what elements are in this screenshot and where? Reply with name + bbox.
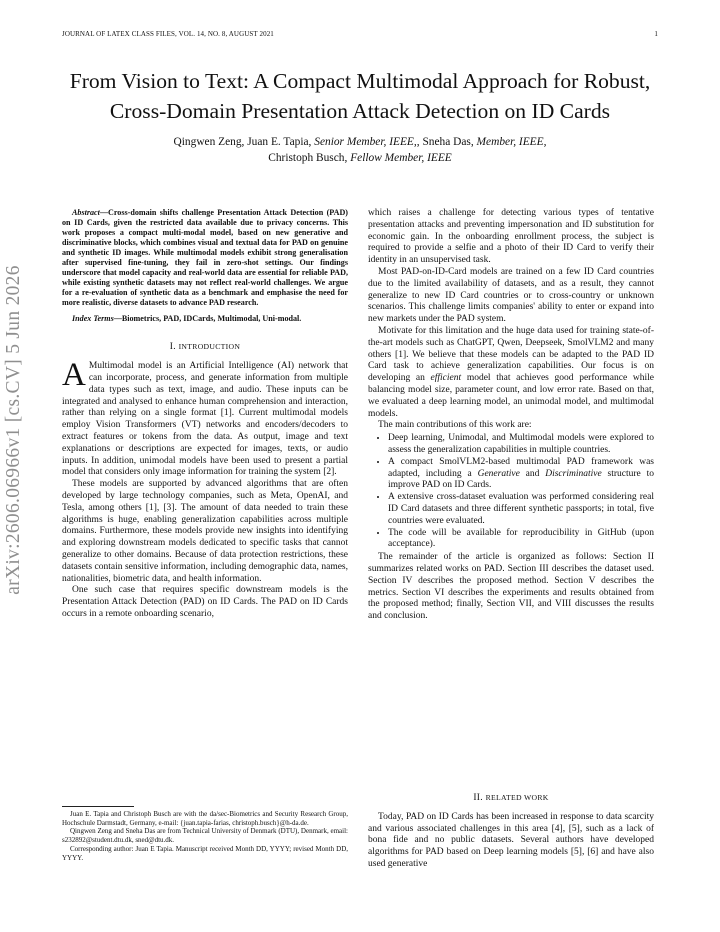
author-role: Fellow Member, IEEE (350, 152, 452, 164)
author-names: , Sneha Das, (416, 136, 477, 148)
emphasis: Generative (477, 468, 520, 479)
paragraph-text: Multimodal model is an Artificial Intelligence (AI) network that can incorporate, process, and generate information from multiple data types such as text, image, and audio. These inputs can be integrated and analysed to enhance human comprehension and interaction, rather than relying on a single format [1]. Current multimodal models employ Vision Transformers (VT) networks and encoders/decoders to extract features or tokens from the data. As output, image and text explanations or descriptions are expected for images, texts, or audio inputs. In addition, unimodal models have been used to present a partial model that considers only image information for training the system [2]. (62, 361, 348, 478)
contributions-intro: The main contributions of this work are: (378, 420, 532, 431)
index-terms (62, 314, 348, 324)
section-heading-introduction (62, 341, 348, 354)
footnotes (62, 806, 348, 862)
footnote-corresponding: Corresponding author: Juan E Tapia. Manuscript received Month DD, YYYY; revised Month DD, YYYY. (62, 844, 348, 862)
running-header (62, 30, 658, 38)
emphasis: efficient (430, 373, 462, 384)
section-name: RELATED WORK (485, 793, 549, 802)
paragraph-text: structure to improve PAD on ID Cards. (388, 468, 654, 491)
related-work-section (368, 792, 654, 871)
contribution-item: • A extensive cross-dataset evaluation was performed considering real ID Card datasets and three different synthetic passports; in total, five countries were evaluated. (388, 492, 654, 527)
index-terms-label: Index Terms (72, 313, 114, 323)
body-paragraph: which raises a challenge for detecting various types of tentative presentation attacks and preventing impersonation and ID substitution for economic gain. In the onboarding enrollment process, the subject is required to provide a selfie and a photo of their ID Card to verify their identity in an unsupervised task. (368, 208, 654, 266)
paragraph-text: Motivate for this limitation and the huge data used for training state-of-the-art models such as ChatGPT, Qwen, Deepseek, SmolVLM2 and many others [1]. We believe that these models can be adapted to the PAD ID Card task to achieve generalization capabilities. Our focus is on developing an (368, 325, 654, 384)
arxiv-identifier[interactable]: arXiv:2606.06966v1 [cs.CV] 5 Jun 2026 (3, 265, 24, 595)
author-block (60, 134, 660, 166)
page-number: 1 (654, 30, 658, 38)
body-paragraph: Most PAD-on-ID-Card models are trained on a few ID Card countries due to the limited availability of datasets, and as a result, they cannot generalize to new ID Card countries or to cross-country or unknown scenarios. This challenge limits companies' ability to enter or expand into new markets under the PAD system. (368, 266, 654, 325)
footnote-affiliation-2: Qingwen Zeng and Sneha Das are from Technical University of Denmark (DTU), Denmark, email: s232892@student.dtu.dk, sned@dtu.dk. (62, 827, 348, 845)
body-paragraph: The remainder of the article is organized as follows: Section II summarizes related works on PAD. Section III describes the dataset used. Section IV describes the proposed method. Section V describes the metrics. Section VI describes the experiments and results obtained from the proposed method; finally, Section VII, and VIII discusses the results and conclusion. (368, 552, 654, 622)
abstract-text: —Cross-domain shifts challenge Presentation Attack Detection (PAD) on ID Cards, given the restricted data available due to privacy concerns. This work proposes a compact multi-modal model, based on new generative and discriminative blocks, which combines visual and textual data for PAD on genuine and synthetic ID images. While multimodal models exhibit strong generalisation after supervised fine-tuning, they fail in zero-shot settings. Our findings underscore that model capacity and real-world data are essential for reliable PAD, while existing synthetic datasets may not reflect real-world challenges. We argue for a re-evaluation of synthetic data as a benchmark and emphasise the need for more realistic, diverse datasets to advance PAD research. (62, 208, 348, 307)
author-names: Qingwen Zeng, Juan E. Tapia, (173, 136, 315, 148)
contribution-item: • Deep learning, Unimodal, and Multimodal models were explored to assess the generalization capabilities in multiple countries. (388, 433, 654, 457)
paragraph-text: A compact SmolVLM2-based multimodal PAD framework was adapted, including a (388, 456, 654, 479)
paragraph-text: and (519, 468, 546, 479)
author-names: Christoph Busch, (268, 152, 351, 164)
index-terms-text: —Biometrics, PAD, IDCards, Multimodal, Uni-modal. (113, 313, 302, 323)
contributions-list (368, 433, 654, 551)
contribution-item (388, 457, 654, 492)
section-heading-related-work (368, 792, 654, 805)
footnote-rule (62, 806, 134, 807)
section-name: INTRODUCTION (178, 342, 241, 352)
left-column (62, 208, 348, 621)
paragraph-text: model that achieves good performance while balancing model size, parameter count, and low error rate. Based on that, we evaluated a deep learning model, an unimodal model, and multimodal models. (368, 373, 654, 419)
abstract-label: Abstract (72, 208, 100, 217)
journal-line: JOURNAL OF LATEX CLASS FILES, VOL. 14, NO. 8, AUGUST 2021 (62, 30, 274, 38)
drop-cap: A (62, 357, 86, 394)
section-numeral: II. (473, 793, 486, 803)
intro-paragraph-3: One such case that requires specific downstream models is the Presentation Attack Detection (PAD) on ID Cards. The PAD on ID Cards occurs in a remote onboarding scenario, (62, 585, 348, 620)
body-paragraph: Today, PAD on ID Cards has been increased in response to data scarcity and various associated challenges in this area [4], [5], such as a lack of bona fide and no public datasets. Several authors have developed algorithms for PAD based on Deep learning models [5], [6] and have also used generative (368, 811, 654, 869)
footnote-affiliation-1: Juan E. Tapia and Christoph Busch are with the da/sec-Biometrics and Security Research Group, Hochschule Darmstadt, Germany, e-mail: {juan.tapia-farias, christoph.busch}@h-da.de. (62, 810, 348, 827)
paper-title: From Vision to Text: A Compact Multimodal Approach for Robust, Cross-Domain Presentation Attack Detection on ID Cards (69, 69, 651, 123)
contribution-item: • The code will be available for reproducibility in GitHub (upon acceptance). (388, 528, 654, 552)
section-numeral: I. (169, 342, 179, 353)
right-column (368, 208, 654, 623)
author-role: Senior Member, IEEE, (314, 136, 417, 148)
intro-paragraph-1 (62, 357, 348, 479)
body-paragraph (368, 326, 654, 420)
author-line-1 (60, 134, 660, 150)
author-role: Member, IEEE, (476, 136, 547, 148)
emphasis: Discriminative (545, 468, 602, 479)
intro-paragraph-2: These models are supported by advanced algorithms that are often developed by large technology companies, such as Meta, OpenAI, and Tesla, among others [1], [3]. The amount of data needed to train these algorithms is huge, enabling generalization capabilities across multiple domains. Furthermore, these models provide new insights into identifying and exploring downstream models dedicated to specific tasks that cannot generalize to other domains. Because of data protection restrictions, these datasets contain sensitive information, including demographic data, names, nationalities, biometric data, and health information. (62, 479, 348, 584)
abstract (62, 208, 348, 308)
author-line-2 (60, 150, 660, 166)
